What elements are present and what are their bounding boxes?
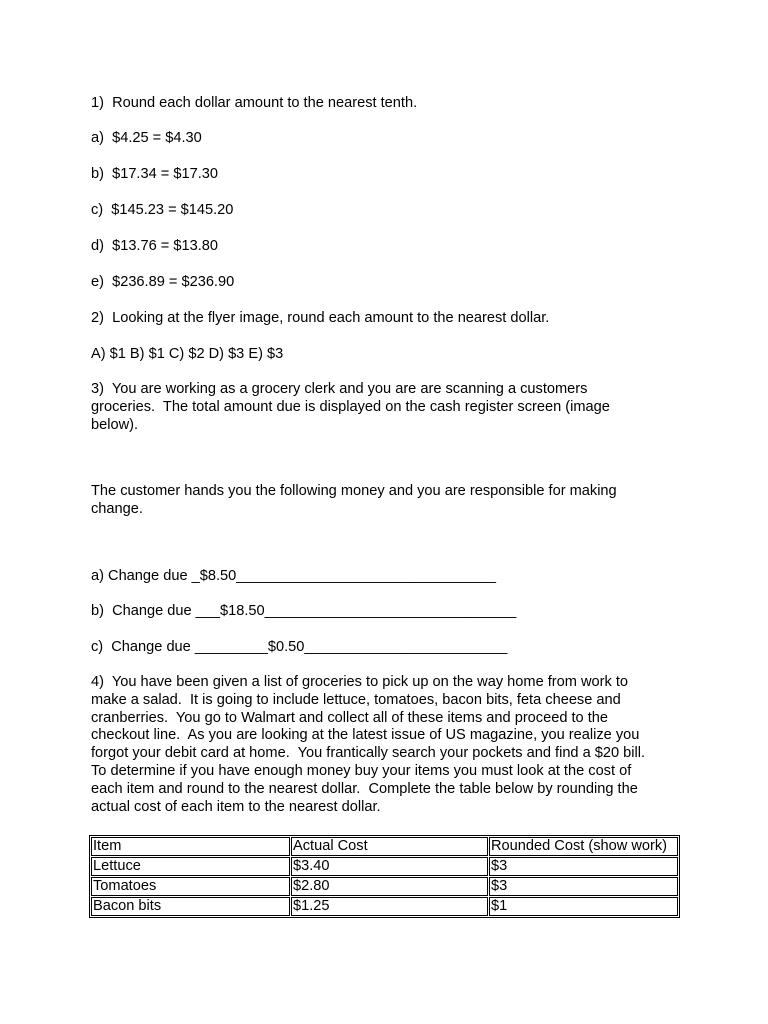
q4-line-1: 4) You have been given a list of groceries to pick up on the way home from work to xyxy=(91,674,629,690)
q4-line-2: make a salad. It is going to include lettuce, tomatoes, bacon bits, feta cheese and xyxy=(91,691,621,708)
cell-actual-cost: $1.25 xyxy=(291,897,488,916)
q1-prompt: 1) Round each dollar amount to the nearest tenth. xyxy=(91,95,418,111)
table-row xyxy=(91,897,678,916)
cell-rounded-cost: $3 xyxy=(489,877,678,896)
header-actual-cost: Actual Cost xyxy=(291,837,488,856)
q1-item-e: e) $236.89 = $236.90 xyxy=(91,274,235,290)
q4-line-3: cranberries. You go to Walmart and collect all of these items and proceed to the xyxy=(91,709,609,726)
q1-item-c: c) $145.23 = $145.20 xyxy=(91,202,234,218)
q3-instruction xyxy=(91,483,681,519)
cell-item: Bacon bits xyxy=(91,897,290,916)
q1-item-a: a) $4.25 = $4.30 xyxy=(91,130,202,146)
q1-item-d: d) $13.76 = $13.80 xyxy=(91,238,218,254)
header-item: Item xyxy=(91,837,290,856)
q4-line-5: forgot your debit card at home. You frantically search your pockets and find a $20 bill. xyxy=(91,745,646,762)
q3-line-3: below). xyxy=(91,416,139,433)
cell-actual-cost: $2.80 xyxy=(291,877,488,896)
q2-answer: A) $1 B) $1 C) $2 D) $3 E) $3 xyxy=(91,346,284,362)
header-rounded-cost: Rounded Cost (show work) xyxy=(489,837,678,856)
q1-item-b: b) $17.34 = $17.30 xyxy=(91,166,218,182)
cell-item: Lettuce xyxy=(91,857,290,876)
q4-line-4: checkout line. As you are looking at the latest issue of US magazine, you realize you xyxy=(91,727,640,744)
cell-item: Tomatoes xyxy=(91,877,290,896)
q3-change-a: a) Change due _$8.50________________________________ xyxy=(91,568,496,584)
cell-rounded-cost: $1 xyxy=(489,897,678,916)
q3-instruction-line-2: change. xyxy=(91,500,143,517)
q3-line-2: groceries. The total amount due is displayed on the cash register screen (image xyxy=(91,398,610,415)
cell-rounded-cost: $3 xyxy=(489,857,678,876)
q2-prompt: 2) Looking at the flyer image, round each amount to the nearest dollar. xyxy=(91,310,550,326)
q3-change-c: c) Change due _________$0.50_________________________ xyxy=(91,639,508,655)
q3-change-b: b) Change due ___$18.50_______________________________ xyxy=(91,603,517,619)
cell-actual-cost: $3.40 xyxy=(291,857,488,876)
table-row xyxy=(91,857,678,876)
table-header-row xyxy=(91,837,678,856)
q3-instruction-line-1: The customer hands you the following money and you are responsible for making xyxy=(91,483,617,499)
q4-line-7: each item and round to the nearest dollar. Complete the table below by rounding the xyxy=(91,780,638,797)
q4-line-6: To determine if you have enough money buy your items you must look at the cost of xyxy=(91,762,632,779)
rounding-table xyxy=(89,835,680,918)
table-row xyxy=(91,877,678,896)
q4-line-8: actual cost of each item to the nearest dollar. xyxy=(91,798,381,815)
q3-line-1: 3) You are working as a grocery clerk and you are are scanning a customers xyxy=(91,381,588,397)
q3-prompt xyxy=(91,381,681,434)
q4-prompt xyxy=(91,674,681,816)
